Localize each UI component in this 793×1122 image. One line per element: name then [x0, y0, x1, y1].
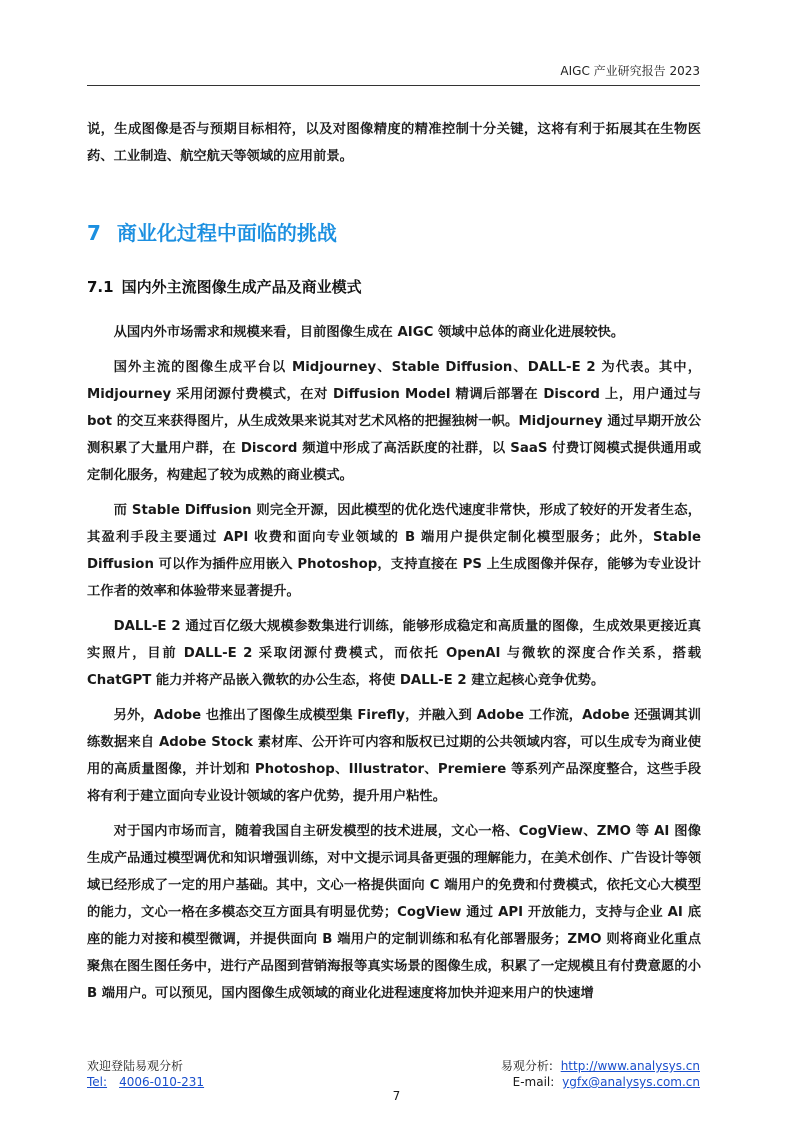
footer-site [501, 1058, 700, 1074]
header-divider [87, 85, 700, 86]
footer-welcome-text: 欢迎登陆易观分析 [87, 1059, 184, 1073]
section-heading [87, 217, 337, 246]
paragraph: 从国内外市场需求和规模来看，目前图像生成在 AIGC 领域中总体的商业化进展较快。 [113, 325, 625, 340]
section-title: 商业化过程中面临的挑战 [116, 221, 337, 245]
paragraph: 另外，Adobe 也推出了图像生成模型集 Firefly，并融入到 Adobe 工作流，Adobe 还强调其训练数据来自 Adobe Stock 素材库、公开许可内容和版权已过期的公共领域内容，可以生成专为商业使用的高质量图像，并计划和 Photoshop、Illustrator、Premiere 等系列产品深度整合，这些手段将有利于建立面向专业设计领域的客户优势，提升用户粘性。 [87, 708, 701, 804]
footer-right [501, 1058, 700, 1090]
page-number: 7 [392, 1089, 401, 1103]
intro-paragraph: 说，生成图像是否与预期目标相符，以及对图像精度的精准控制十分关键，这将有利于拓展其在生物医药、工业制造、航空航天等领域的应用前景。 [87, 122, 701, 164]
footer-tel-number[interactable]: 4006-010-231 [119, 1075, 205, 1089]
footer-left [87, 1058, 204, 1090]
footer-site-link[interactable]: http://www.analysys.cn [560, 1059, 700, 1073]
header-title: AIGC 产业研究报告 2023 [560, 64, 700, 78]
main-text-block [87, 319, 701, 1015]
footer-tel[interactable] [87, 1074, 204, 1090]
section-number: 7 [87, 221, 101, 245]
subsection-heading [87, 276, 362, 297]
footer-email-label: E-mail: [512, 1075, 555, 1089]
footer-tel-label[interactable]: Tel: [87, 1075, 108, 1089]
subsection-title: 国内外主流图像生成产品及商业模式 [121, 278, 362, 296]
footer-email-link[interactable]: ygfx@analysys.com.cn [562, 1075, 700, 1089]
paragraph: 国外主流的图像生成平台以 Midjourney、Stable Diffusion、DALL-E 2 为代表。其中，Midjourney 采用闭源付费模式，在对 Diffusion Model 精调后部署在 Discord 上，用户通过与 bot 的交互来获得图片，从生成效果来说其对艺术风格的把握独树一帜。Midjourney 通过早期开放公测积累了大量用户群，在 Discord 频道中形成了高活跃度的社群，以 SaaS 付费订阅模式提供通用或定制化服务，构建起了较为成熟的商业模式。 [87, 360, 701, 483]
paragraph: 对于国内市场而言，随着我国自主研发模型的技术进展，文心一格、CogView、ZMO 等 AI 图像生成产品通过模型调优和知识增强训练，对中文提示词具备更强的理解能力，在美术创作、广告设计等领域已经形成了一定的用户基础。其中，文心一格提供面向 C 端用户的免费和付费模式，依托文心大模型的能力，文心一格在多模态交互方面具有明显优势；CogView 通过 API 开放能力，支持与企业 AI 底座的能力对接和模型微调，并提供面向 B 端用户的定制训练和私有化部署服务；ZMO 则将商业化重点聚焦在图生图任务中，进行产品图到营销海报等真实场景的图像生成，积累了一定规模且有付费意愿的小 B 端用户。可以预见，国内图像生成领域的商业化进程速度将加快并迎来用户的快速增 [87, 824, 701, 1001]
footer-email [501, 1074, 700, 1090]
subsection-number: 7.1 [87, 278, 114, 296]
paragraph: DALL-E 2 通过百亿级大规模参数集进行训练，能够形成稳定和高质量的图像，生成效果更接近真实照片，目前 DALL-E 2 采取闭源付费模式，而依托 OpenAI 与微软的深度合作关系，搭载 ChatGPT 能力并将产品嵌入微软的办公生态，将使 DALL-E 2 建立起核心竞争优势。 [87, 619, 701, 688]
paragraph: 而 Stable Diffusion 则完全开源，因此模型的优化迭代速度非常快，形成了较好的开发者生态，其盈利手段主要通过 API 收费和面向专业领域的 B 端用户提供定制化模型服务；此外，Stable Diffusion 可以作为插件应用嵌入 Photoshop，支持直接在 PS 上生成图像并保存，能够为专业设计工作者的效率和体验带来显著提升。 [87, 503, 701, 599]
footer-site-label: 易观分析: [500, 1059, 553, 1073]
intro-text-block [87, 116, 701, 178]
